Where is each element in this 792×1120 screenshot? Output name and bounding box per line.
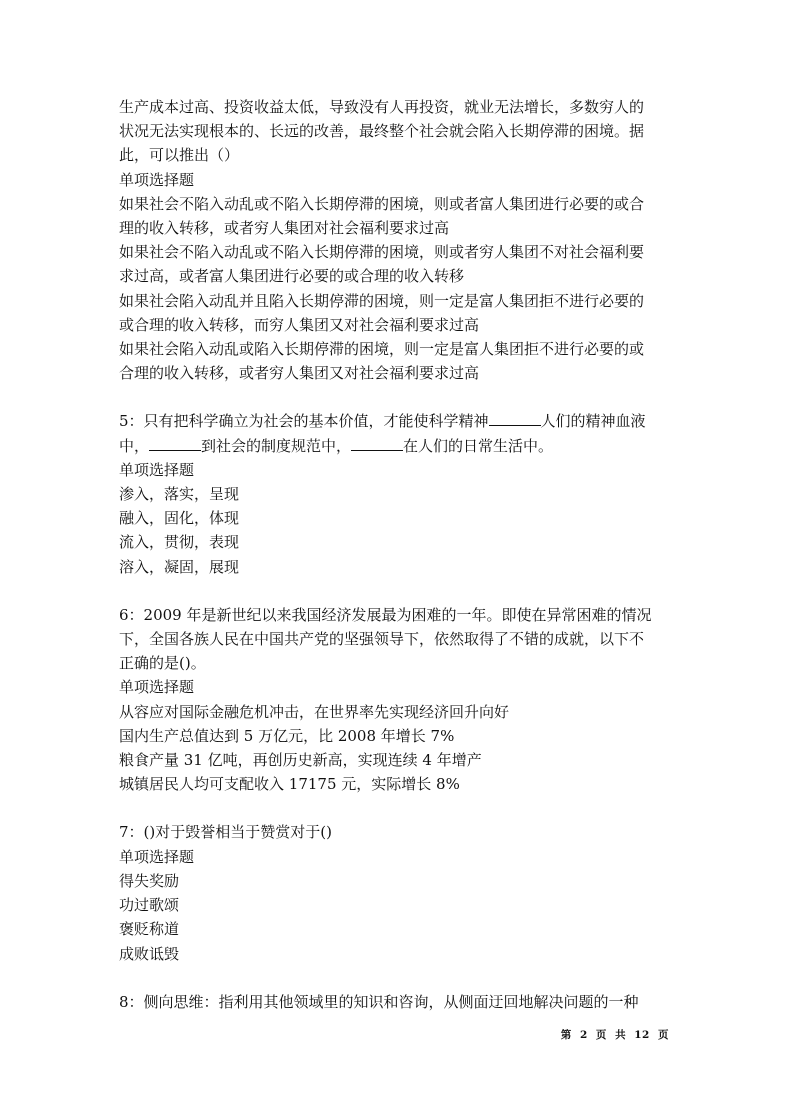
q5-text: 在人们的日常生活中。 [403, 436, 554, 455]
q7-question-type: 单项选择题 [119, 847, 195, 866]
q7-stem: 7：()对于毁誉相当于赞赏对于() [119, 823, 332, 842]
q6-stem-line: 正确的是()。 [119, 654, 206, 673]
q6-question-type: 单项选择题 [119, 678, 195, 697]
question-8 [119, 990, 679, 1014]
q6-option: 国内生产总值达到 5 万亿元，比 2008 年增长 7% [119, 726, 455, 745]
q6-option: 粮食产量 31 亿吨，再创历史新高，实现连续 4 年增产 [119, 751, 482, 770]
q8-stem: 8：侧向思维：指利用其他领域里的知识和咨询，从侧面迂回地解决问题的一种 [119, 992, 639, 1011]
q4-option-line: 或合理的收入转移，而穷人集团又对社会福利要求过高 [119, 315, 480, 334]
question-4 [119, 95, 679, 385]
page-content [119, 95, 679, 1014]
spacer [119, 385, 679, 409]
q5-stem-line [119, 434, 679, 458]
question-5 [119, 409, 679, 578]
footer-page-number: 2 [579, 1029, 588, 1041]
q4-stem-line: 此，可以推出（） [119, 146, 240, 165]
page-footer [559, 1027, 671, 1042]
q4-question-type: 单项选择题 [119, 170, 195, 189]
question-6 [119, 603, 679, 797]
q6-stem-line: 6：2009 年是新世纪以来我国经济发展最为困难的一年。即使在异常困难的情况 [119, 605, 652, 624]
q5-stem-line [119, 409, 679, 433]
q4-option-line: 如果社会不陷入动乱或不陷入长期停滞的困境，则或者穷人集团不对社会福利要 [119, 243, 645, 262]
fill-blank [351, 436, 403, 451]
q4-stem-line: 状况无法实现根本的、长远的改善，最终整个社会就会陷入长期停滞的困境。据 [119, 122, 645, 141]
footer-di: 第 [560, 1029, 572, 1041]
q6-stem-line: 下，全国各族人民在中国共产党的坚强领导下，依然取得了不错的成就，以下不 [119, 630, 645, 649]
q5-text: 中， [119, 436, 150, 455]
q5-text: 人们的精神血液 [540, 412, 646, 431]
q4-option-line: 如果社会陷入动乱并且陷入长期停滞的困境，则一定是富人集团拒不进行必要的 [119, 291, 645, 310]
footer-gong: 共 [615, 1029, 627, 1041]
q7-option: 得失奖励 [119, 871, 180, 890]
q4-option-line: 合理的收入转移，或者穷人集团又对社会福利要求过高 [119, 364, 480, 383]
fill-blank [149, 436, 201, 451]
q6-option: 城镇居民人均可支配收入 17175 元，实际增长 8% [119, 775, 460, 794]
spacer [119, 796, 679, 820]
footer-total-pages: 12 [634, 1029, 650, 1041]
spacer [119, 579, 679, 603]
footer-ye: 页 [595, 1029, 607, 1041]
q6-option: 从容应对国际金融危机冲击，在世界率先实现经济回升向好 [119, 702, 510, 721]
q5-option: 流入，贯彻，表现 [119, 533, 240, 552]
footer-ye: 页 [658, 1029, 669, 1041]
q7-option: 成败诋毁 [119, 944, 180, 963]
question-7 [119, 820, 679, 965]
q4-option-line: 理的收入转移，或者穷人集团对社会福利要求过高 [119, 219, 450, 238]
q5-question-type: 单项选择题 [119, 460, 195, 479]
q5-option: 融入，固化，体现 [119, 509, 240, 528]
q5-option: 溶入，凝固，展现 [119, 557, 240, 576]
q4-option-line: 如果社会陷入动乱或陷入长期停滞的困境，则一定是富人集团拒不进行必要的或 [119, 340, 645, 359]
spacer [119, 966, 679, 990]
q5-text: 到社会的制度规范中， [201, 436, 352, 455]
q4-stem-line: 生产成本过高、投资收益太低，导致没有人再投资，就业无法增长，多数穷人的 [119, 98, 645, 116]
q7-option: 功过歌颂 [119, 896, 180, 915]
q7-option: 褒贬称道 [119, 920, 180, 939]
q4-option-line: 求过高，或者富人集团进行必要的或合理的收入转移 [119, 267, 465, 286]
q5-text: 5：只有把科学确立为社会的基本价值，才能使科学精神 [119, 412, 489, 431]
fill-blank [489, 411, 541, 426]
q4-option-line: 如果社会不陷入动乱或不陷入长期停滞的困境，则或者富人集团进行必要的或合 [119, 194, 645, 213]
q5-option: 渗入，落实，呈现 [119, 485, 240, 504]
